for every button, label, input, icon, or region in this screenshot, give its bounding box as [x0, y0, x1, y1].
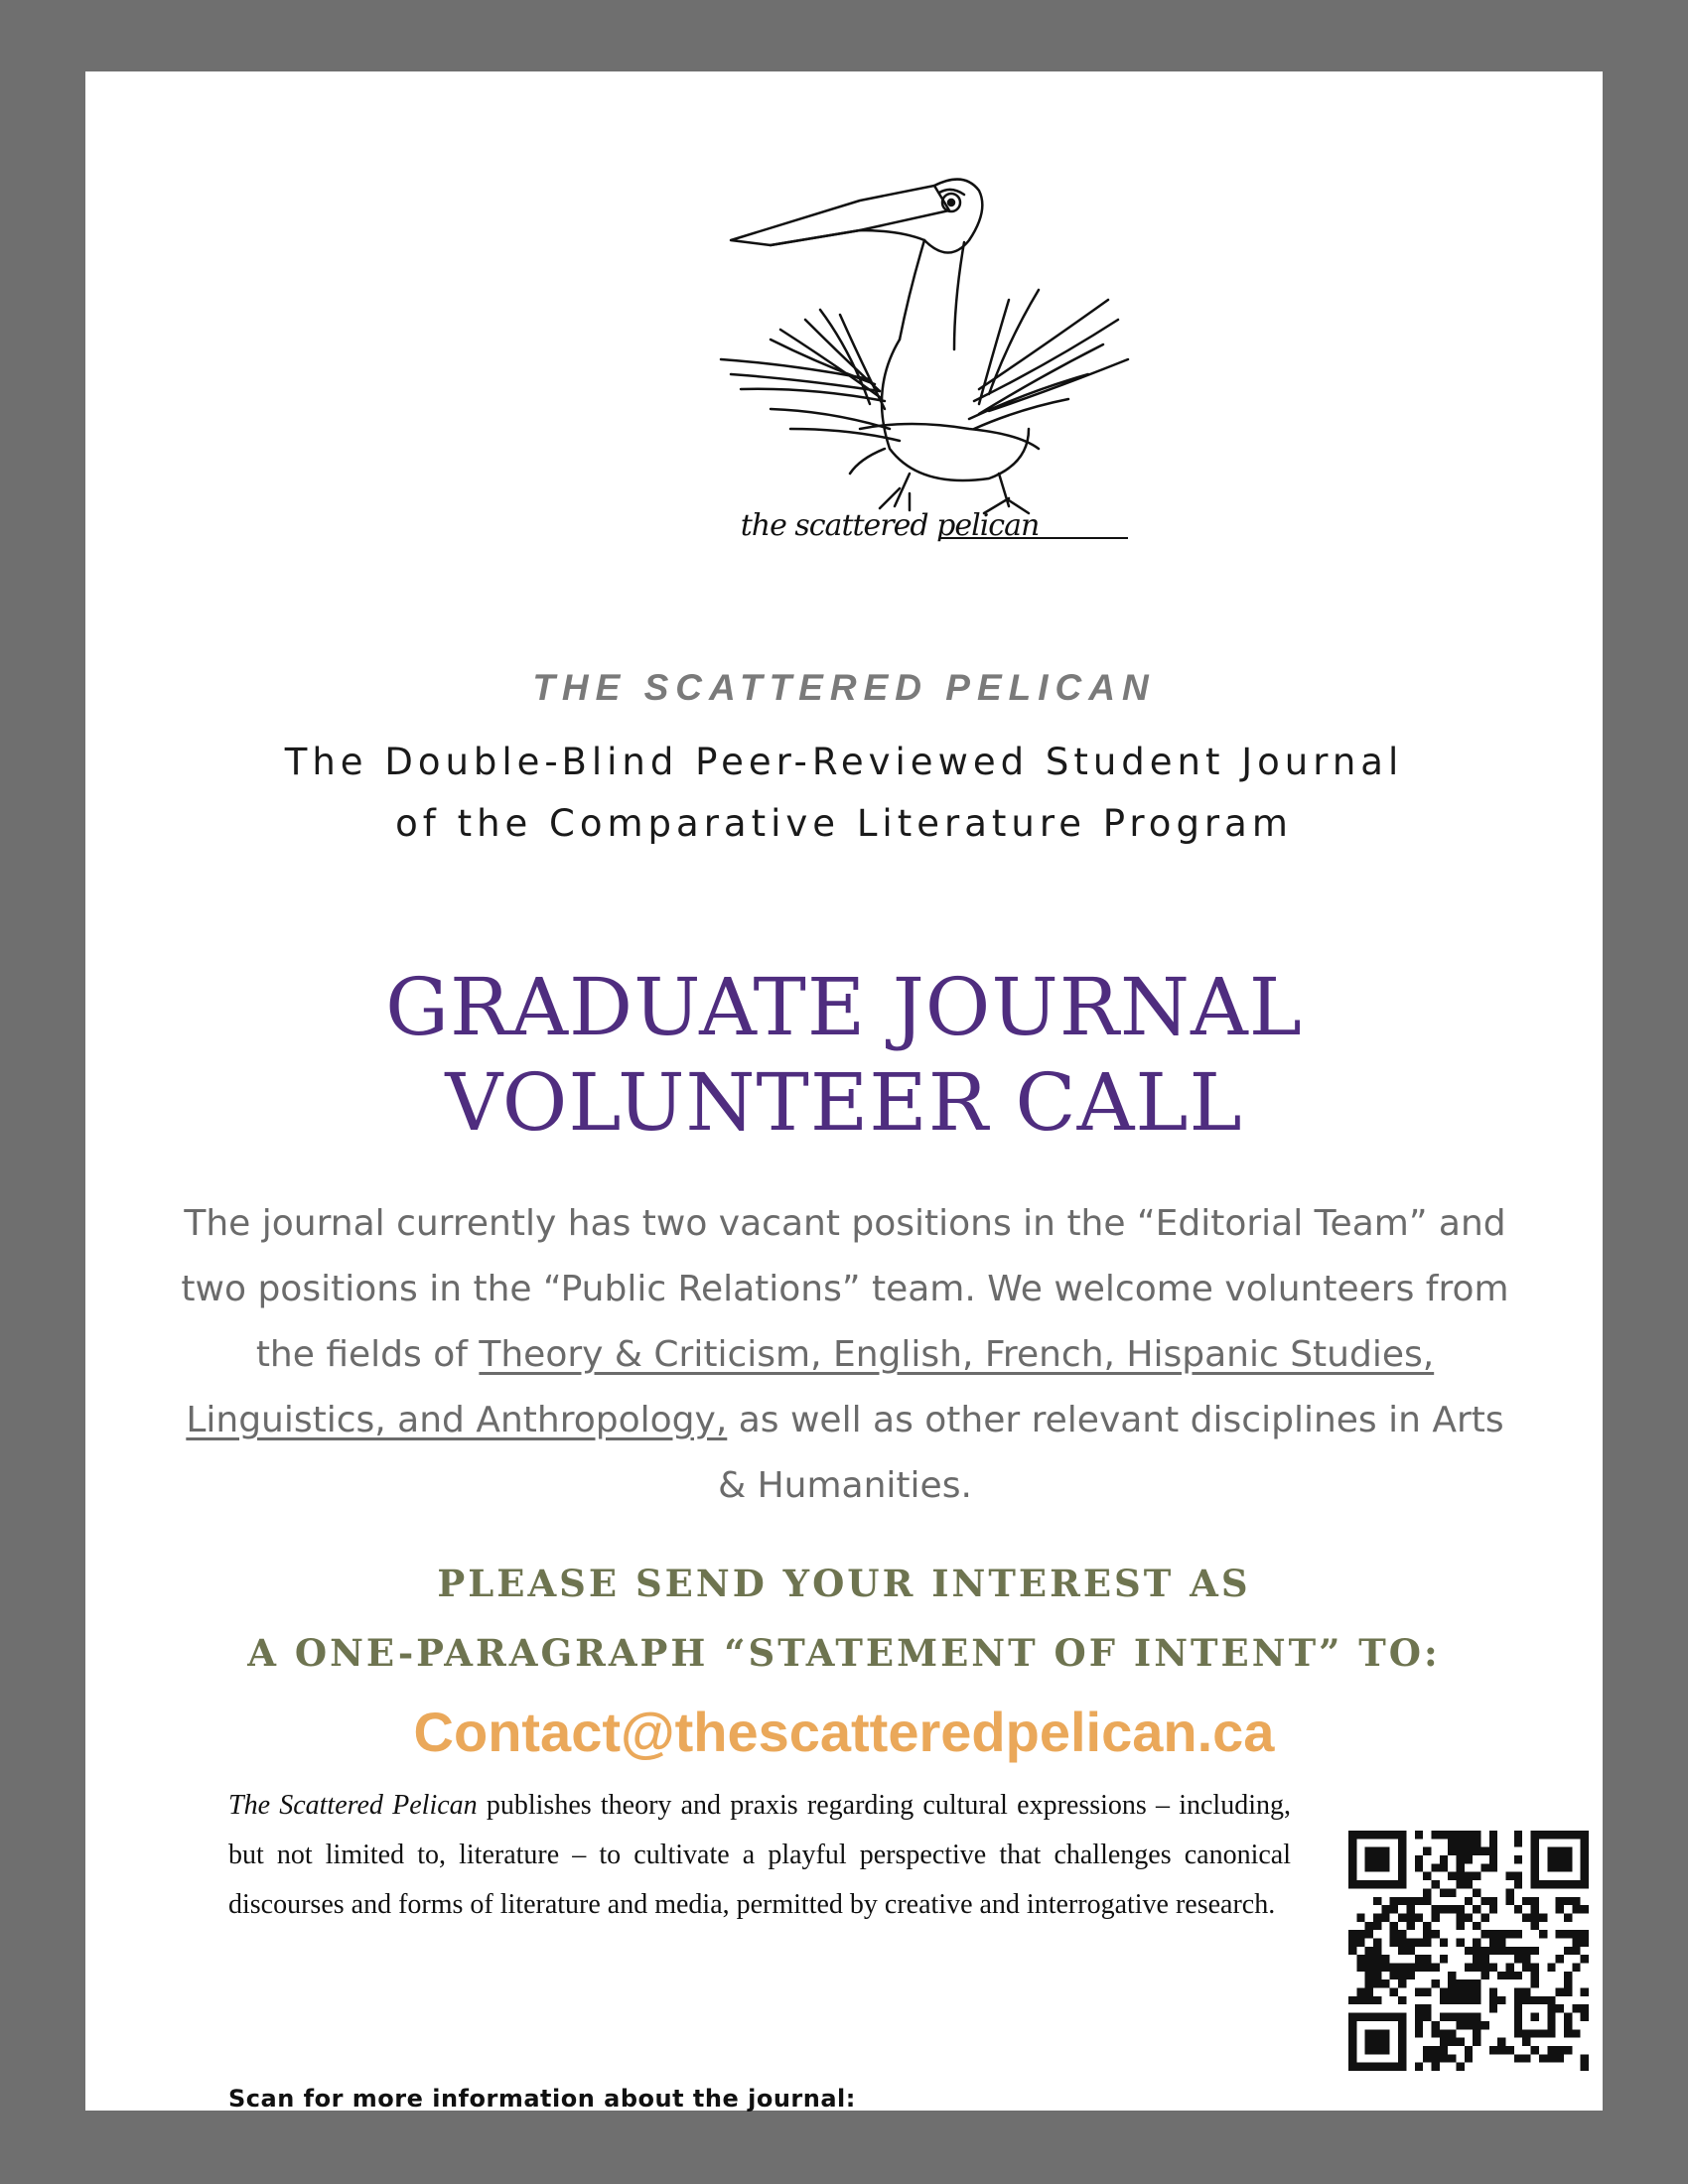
subtitle-line-2: of the Comparative Literature Program [395, 802, 1293, 845]
title-line-2: VOLUNTEER CALL [445, 1056, 1243, 1149]
about-journal-name: The Scattered Pelican [228, 1790, 478, 1821]
journal-name-heading: THE SCATTERED PELICAN [532, 667, 1156, 708]
qr-code-icon[interactable] [1348, 1831, 1589, 2071]
title-line-1: GRADUATE JOURNAL [385, 961, 1303, 1053]
subtitle-line-1: The Double-Blind Peer-Reviewed Student Journal [284, 741, 1404, 783]
page-title [85, 960, 1603, 1151]
qr-caption: Scan for more information about the journal: [228, 2085, 856, 2113]
pelican-logo-icon [711, 131, 1138, 548]
cta-line-2: A ONE-PARAGRAPH “STATEMENT OF INTENT” TO: [247, 1631, 1441, 1675]
journal-subtitle [85, 732, 1603, 855]
signature-underline [641, 536, 1128, 540]
intro-text-1: The journal currently has two vacant positions in the “Editorial Team” and two positions in the “Public Relations” team. We welcome volunteers from the fields of [181, 1203, 1509, 1375]
flyer-page [85, 71, 1603, 2111]
about-paragraph [228, 1781, 1291, 1930]
intro-text-2: as well as other relevant disciplines in Arts & Humanities. [718, 1400, 1504, 1506]
about-text: publishes theory and praxis regarding cultural expressions – including, but not limited to, literature – to cultivate a playful perspective that challenges canonical discourses and forms of literature and media, permitted by creative and interrogative research. [228, 1790, 1291, 1920]
intro-paragraph [180, 1191, 1510, 1519]
call-to-action [85, 1549, 1603, 1688]
logo-signature: the scattered pelican [740, 508, 1040, 543]
contact-email-link[interactable]: Contact@thescatteredpelican.ca [413, 1701, 1275, 1763]
cta-line-1: PLEASE SEND YOUR INTEREST AS [437, 1562, 1251, 1605]
fields-link[interactable]: Theory & Criticism, English, French, Hispanic Studies, Linguistics, and Anthropology, [186, 1334, 1435, 1440]
